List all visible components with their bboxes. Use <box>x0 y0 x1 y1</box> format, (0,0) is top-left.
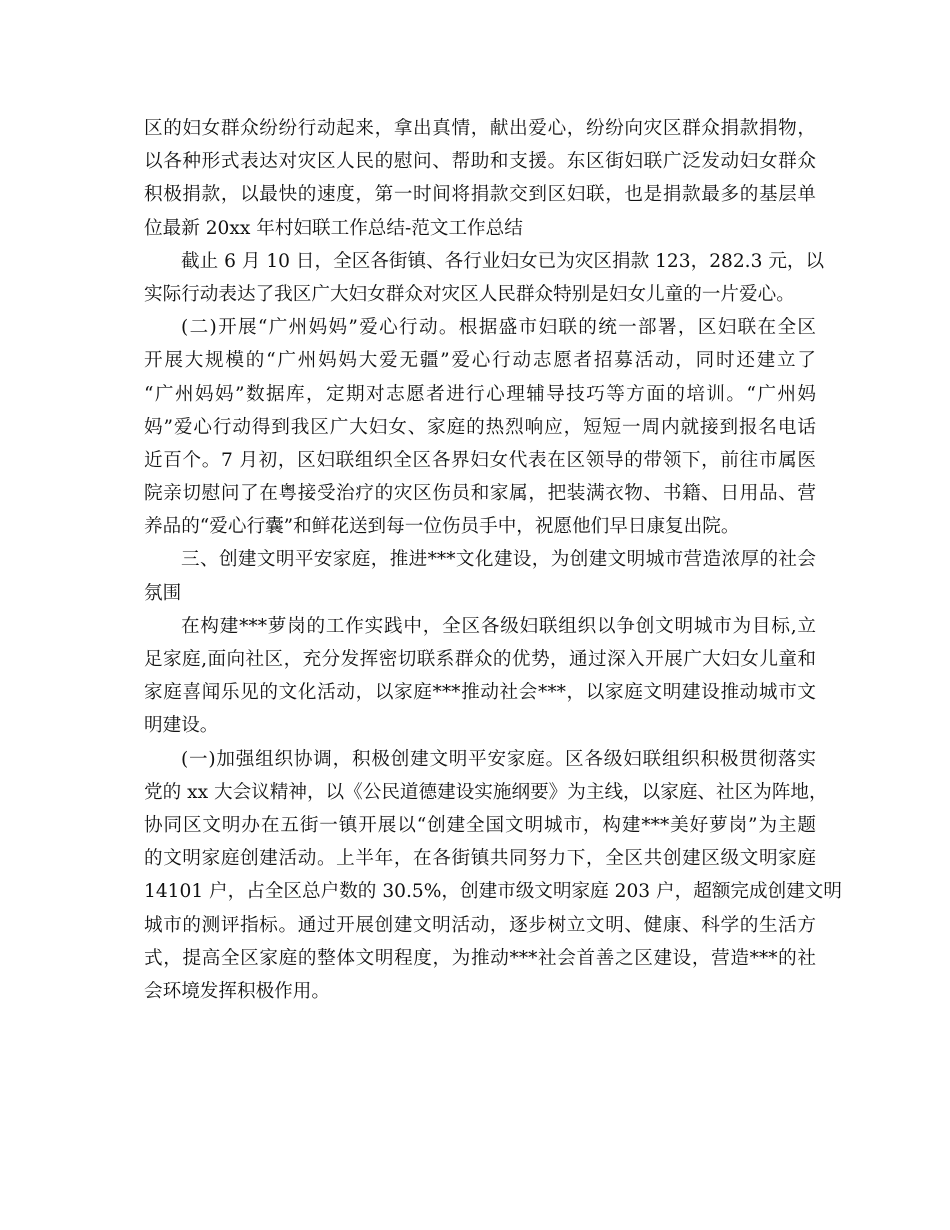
text-line: 实际行动表达了我区广大妇女群众对灾区人民群众特别是妇女儿童的一片爱心。 <box>144 283 795 305</box>
text-line: 式，提高全区家庭的整体文明程度，为推动***社会首善之区建设，营造***的社 <box>144 947 816 969</box>
section-heading-line: 三、创建文明平安家庭，推进***文化建设，为创建文明城市营造浓厚的社会 <box>181 549 816 571</box>
text-line: 养品的“爱心行囊”和鲜花送到每一位伤员手中，祝愿他们早日康复出院。 <box>144 516 740 538</box>
text-line: 院亲切慰问了在粤接受治疗的灾区伤员和家属，把装满衣物、书籍、日用品、营 <box>144 483 816 505</box>
text-line: 城市的测评指标。通过开展创建文明活动，逐步树立文明、健康、科学的生活方 <box>144 914 816 936</box>
text-line: 以各种形式表达对灾区人民的慰问、帮助和支援。东区街妇联广泛发动妇女群众 <box>144 151 816 173</box>
section-heading-line: 氛围 <box>144 582 182 604</box>
text-line: 积极捐款，以最快的速度，第一时间将捐款交到区妇联，也是捐款最多的基层单 <box>144 184 816 206</box>
text-line: 协同区文明办在五街一镇开展以“创建全国文明城市，构建***美好萝岗”为主题 <box>144 814 816 836</box>
text-line: 党的 xx 大会议精神，以《公民道德建设实施纲要》为主线，以家庭、社区为阵地， <box>144 781 828 803</box>
text-line: 妈”爱心行动得到我区广大妇女、家庭的热烈响应，短短一周内就接到报名电话 <box>144 416 816 438</box>
paragraph-first-line: (一)加强组织协调，积极创建文明平安家庭。区各级妇联组织积极贯彻落实 <box>181 748 816 770</box>
text-line: 位最新 20xx 年村妇联工作总结-范文工作总结 <box>144 217 523 239</box>
text-line: “广州妈妈”数据库，定期对志愿者进行心理辅导技巧等方面的培训。“广州妈 <box>144 383 816 405</box>
text-line: 14101 户，占全区总户数的 30.5%，创建市级文明家庭 203 户，超额完成创建文明 <box>144 881 842 903</box>
paragraph-first-line: (二)开展“广州妈妈”爱心行动。根据盛市妇联的统一部署，区妇联在全区 <box>181 317 816 339</box>
text-line: 区的妇女群众纷纷行动起来，拿出真情，献出爱心，纷纷向灾区群众捐款捐物， <box>144 118 816 139</box>
text-line: 近百个。7 月初，区妇联组织全区各界妇女代表在区领导的带领下，前往市属医 <box>144 449 816 471</box>
text-line: 家庭喜闻乐见的文化活动，以家庭***推动社会***，以家庭文明建设推动城市文 <box>144 682 816 704</box>
text-line: 明建设。 <box>144 715 219 737</box>
paragraph-first-line: 截止 6 月 10 日，全区各街镇、各行业妇女已为灾区捐款 123，282.3 元，以 <box>181 250 825 272</box>
text-line: 会环境发挥积极作用。 <box>144 980 330 1002</box>
document-body <box>144 112 842 1008</box>
text-line: 的文明家庭创建活动。上半年，在各街镇共同努力下，全区共创建区级文明家庭 <box>144 848 816 870</box>
paragraph-first-line: 在构建***萝岗的工作实践中，全区各级妇联组织以争创文明城市为目标,立 <box>181 615 816 637</box>
text-line: 足家庭,面向社区，充分发挥密切联系群众的优势，通过深入开展广大妇女儿童和 <box>144 649 816 670</box>
text-line: 开展大规模的“广州妈妈大爱无疆”爱心行动志愿者招募活动，同时还建立了 <box>144 350 816 372</box>
